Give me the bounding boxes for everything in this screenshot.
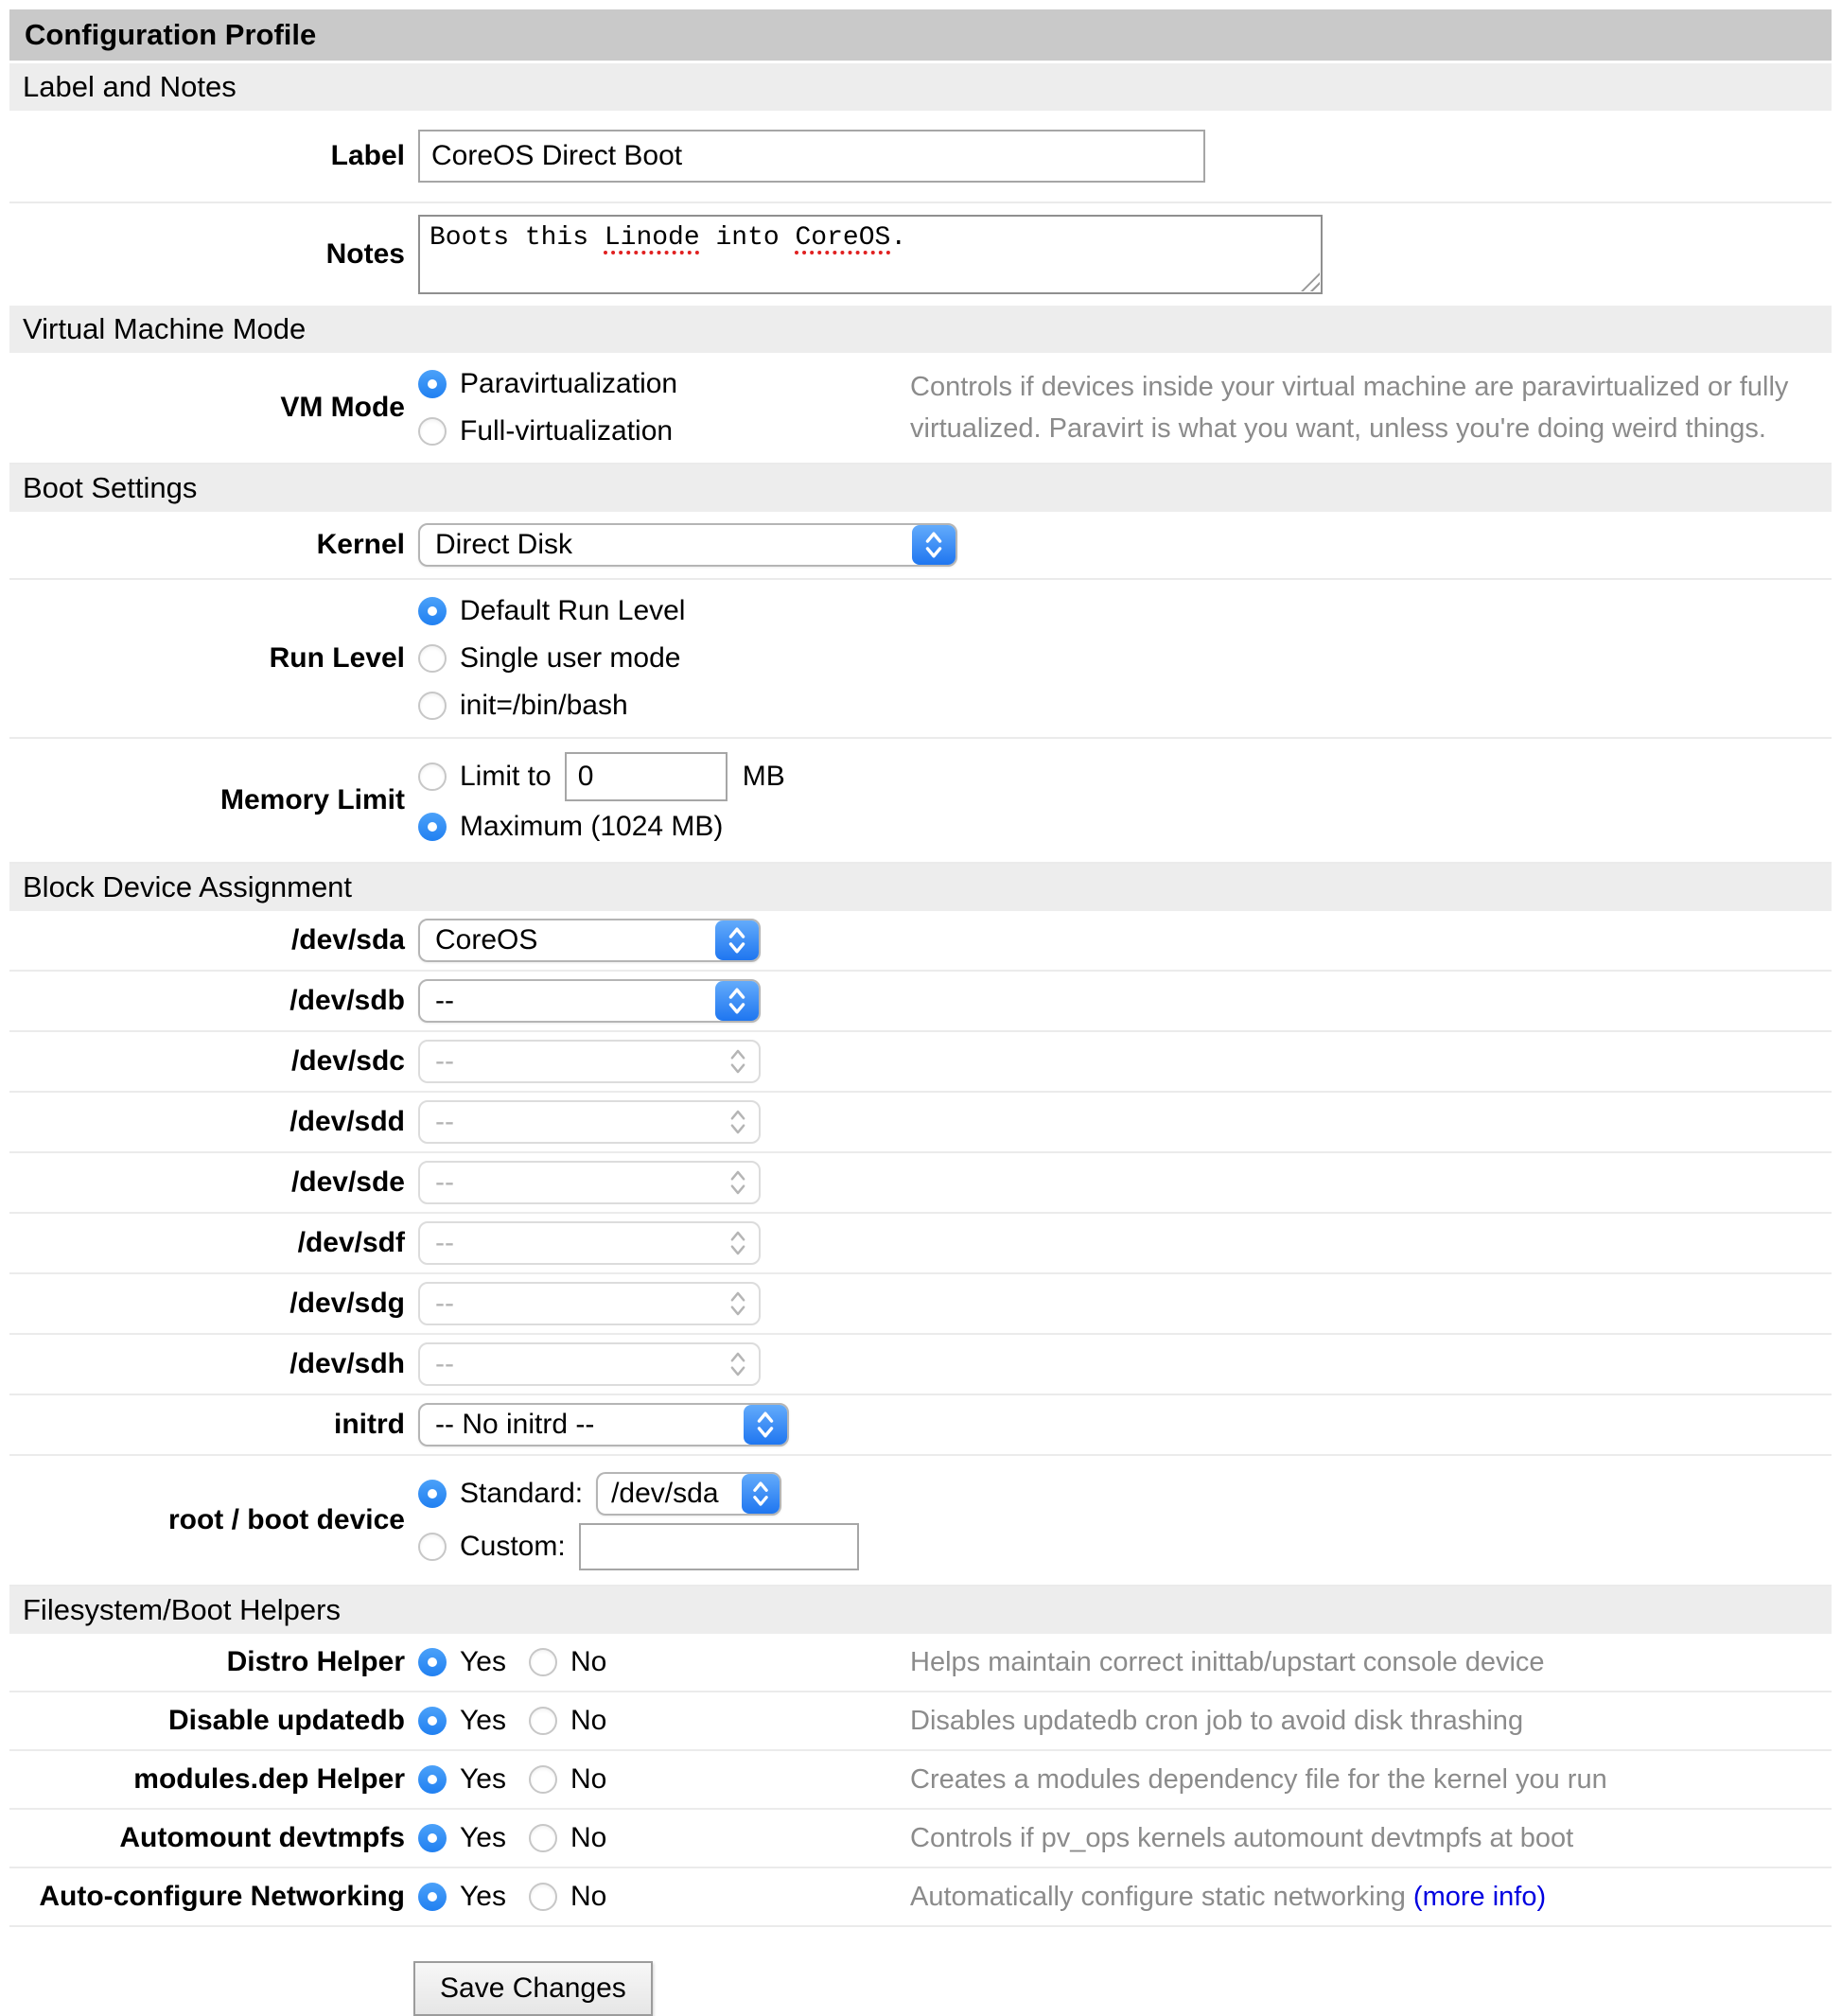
memory-limit-option-limit	[418, 750, 785, 803]
full-virtualization-radio-label: Full-virtualization	[460, 415, 674, 447]
notes-text-segment: .	[890, 223, 907, 253]
dev-sdd-label: /dev/sdd	[289, 1106, 405, 1137]
section-boot-settings	[9, 465, 1832, 512]
block-device-row-sdb	[9, 972, 1832, 1032]
more-info-link[interactable]: (more info)	[1412, 1882, 1547, 1912]
kernel-select[interactable]	[418, 523, 957, 567]
distro-helper-no-radio[interactable]	[529, 1648, 557, 1676]
dev-sdb-select[interactable]	[418, 979, 761, 1023]
automount-devtmpfs-help-text: Controls if pv_ops kernels automount devtmpfs at boot	[910, 1823, 1574, 1853]
limit-to-radio-label: Limit to	[460, 761, 552, 792]
vm-mode-help-text: Controls if devices inside your virtual machine are paravirtualized or fully virtualized. Paravirt is what you want, unless you're doing weird things.	[910, 372, 1789, 444]
modules-dep-no-radio[interactable]	[529, 1765, 557, 1794]
dev-sde-select	[418, 1161, 761, 1204]
section-vm-mode	[9, 306, 1832, 353]
section-fs-helpers-heading: Filesystem/Boot Helpers	[23, 1593, 341, 1626]
run-level-option-default[interactable]	[418, 587, 685, 635]
modules-dep-helper-row	[9, 1751, 1832, 1810]
no-radio-label: No	[570, 1763, 607, 1795]
modules-dep-help-text: Creates a modules dependency file for the kernel you run	[910, 1764, 1607, 1795]
select-stepper-disabled-icon	[728, 1046, 747, 1077]
root-device-standard-option	[418, 1467, 859, 1520]
block-device-row-sdc	[9, 1032, 1832, 1093]
vm-mode-option-full-virtualization[interactable]	[418, 408, 910, 455]
auto-configure-networking-no-radio[interactable]	[529, 1883, 557, 1911]
kernel-row	[9, 512, 1832, 580]
full-virtualization-radio[interactable]	[418, 417, 447, 446]
section-label-and-notes	[9, 63, 1832, 111]
no-radio-label: No	[570, 1881, 607, 1912]
run-level-label: Run Level	[269, 642, 405, 674]
dev-sdh-select-value: --	[435, 1348, 454, 1379]
disable-updatedb-row	[9, 1692, 1832, 1751]
kernel-select-value: Direct Disk	[435, 529, 573, 560]
no-radio-label: No	[570, 1822, 607, 1853]
initrd-row	[9, 1395, 1832, 1456]
auto-configure-networking-label: Auto-configure Networking	[39, 1881, 405, 1912]
dev-sdh-select	[418, 1342, 761, 1386]
paravirtualization-radio-label: Paravirtualization	[460, 368, 678, 399]
select-stepper-icon	[744, 1405, 787, 1445]
automount-devtmpfs-label: Automount devtmpfs	[119, 1822, 405, 1853]
standard-device-select[interactable]	[596, 1472, 781, 1516]
distro-helper-label: Distro Helper	[226, 1646, 405, 1677]
label-input[interactable]	[418, 130, 1205, 183]
block-device-row-sdf	[9, 1214, 1832, 1274]
section-boot-settings-heading: Boot Settings	[23, 471, 198, 504]
dev-sde-select-value: --	[435, 1166, 454, 1198]
vm-mode-option-paravirtualization[interactable]	[418, 360, 910, 408]
maximum-memory-radio-label: Maximum (1024 MB)	[460, 811, 724, 842]
init-bash-radio-label: init=/bin/bash	[460, 690, 628, 721]
standard-device-radio-label: Standard:	[460, 1478, 584, 1509]
dev-sdg-select-value: --	[435, 1288, 454, 1319]
run-level-option-init-bash[interactable]	[418, 682, 685, 729]
section-label-and-notes-heading: Label and Notes	[23, 70, 237, 103]
dev-sdg-select	[418, 1282, 761, 1325]
dev-sdf-label: /dev/sdf	[297, 1227, 405, 1258]
disable-updatedb-label: Disable updatedb	[167, 1705, 405, 1736]
auto-configure-networking-help-prefix: Automatically configure static networking	[910, 1882, 1413, 1912]
no-radio-label: No	[570, 1705, 607, 1736]
label-row	[9, 111, 1832, 203]
custom-device-radio[interactable]	[418, 1533, 447, 1561]
yes-radio-label: Yes	[460, 1646, 506, 1677]
distro-helper-help-text: Helps maintain correct inittab/upstart console device	[910, 1647, 1545, 1677]
distro-helper-yes-radio[interactable]	[418, 1648, 447, 1676]
dev-sdc-select	[418, 1040, 761, 1083]
notes-text-segment: Boots this	[430, 223, 605, 253]
select-stepper-icon	[715, 920, 759, 960]
dev-sdf-select-value: --	[435, 1227, 454, 1258]
section-vm-mode-heading: Virtual Machine Mode	[23, 312, 307, 345]
yes-radio-label: Yes	[460, 1822, 506, 1853]
standard-device-radio[interactable]	[418, 1480, 447, 1508]
memory-limit-input[interactable]	[565, 752, 728, 801]
notes-misspelled-word: Linode	[604, 223, 700, 253]
auto-configure-networking-row	[9, 1868, 1832, 1927]
dev-sdd-select-value: --	[435, 1106, 454, 1137]
single-user-mode-radio[interactable]	[418, 644, 447, 673]
automount-devtmpfs-no-radio[interactable]	[529, 1824, 557, 1852]
run-level-option-single-user[interactable]	[418, 635, 685, 682]
resize-grip-icon[interactable]	[1301, 272, 1320, 291]
dev-sdb-select-value: --	[435, 985, 454, 1016]
modules-dep-yes-radio[interactable]	[418, 1765, 447, 1794]
memory-unit-label: MB	[742, 761, 785, 792]
dev-sdd-select	[418, 1100, 761, 1144]
disable-updatedb-yes-radio[interactable]	[418, 1707, 447, 1735]
dev-sda-select-value: CoreOS	[435, 924, 538, 955]
custom-device-input[interactable]	[579, 1523, 859, 1570]
select-stepper-disabled-icon	[728, 1167, 747, 1198]
block-device-row-sde	[9, 1153, 1832, 1214]
dev-sda-select[interactable]	[418, 919, 761, 962]
initrd-label: initrd	[334, 1409, 405, 1440]
initrd-select-value: -- No initrd --	[435, 1409, 595, 1440]
section-block-device-heading: Block Device Assignment	[23, 870, 353, 903]
vm-mode-row	[9, 353, 1832, 465]
root-device-custom-option	[418, 1520, 859, 1573]
page-title-bar	[9, 9, 1832, 61]
disable-updatedb-no-radio[interactable]	[529, 1707, 557, 1735]
block-device-row-sdd	[9, 1093, 1832, 1153]
run-level-row	[9, 580, 1832, 739]
notes-textarea[interactable]	[418, 215, 1323, 294]
memory-limit-option-maximum[interactable]	[418, 803, 785, 850]
yes-radio-label: Yes	[460, 1705, 506, 1736]
single-user-mode-radio-label: Single user mode	[460, 642, 681, 674]
notes-misspelled-word: CoreOS	[795, 223, 891, 253]
init-bash-radio[interactable]	[418, 692, 447, 720]
distro-helper-row	[9, 1634, 1832, 1692]
dev-sdf-select	[418, 1221, 761, 1265]
select-stepper-disabled-icon	[728, 1288, 747, 1319]
block-device-row-sda	[9, 911, 1832, 972]
custom-device-radio-label: Custom:	[460, 1531, 566, 1562]
dev-sde-label: /dev/sde	[290, 1166, 405, 1198]
disable-updatedb-help-text: Disables updatedb cron job to avoid disk thrashing	[910, 1706, 1524, 1736]
select-stepper-disabled-icon	[728, 1228, 747, 1258]
dev-sdh-label: /dev/sdh	[289, 1348, 405, 1379]
maximum-memory-radio[interactable]	[418, 813, 447, 841]
automount-devtmpfs-yes-radio[interactable]	[418, 1824, 447, 1852]
root-boot-device-label: root / boot device	[167, 1504, 405, 1535]
auto-configure-networking-yes-radio[interactable]	[418, 1883, 447, 1911]
no-radio-label: No	[570, 1646, 607, 1677]
memory-limit-row	[9, 739, 1832, 864]
section-block-device	[9, 864, 1832, 911]
modules-dep-helper-label: modules.dep Helper	[133, 1763, 405, 1795]
page-title: Configuration Profile	[25, 18, 317, 51]
yes-radio-label: Yes	[460, 1763, 506, 1795]
dev-sda-label: /dev/sda	[290, 924, 405, 955]
notes-text-segment: into	[699, 223, 796, 253]
auto-configure-networking-help-text	[910, 1876, 1832, 1918]
select-stepper-icon	[742, 1474, 780, 1514]
notes-row	[9, 203, 1832, 306]
memory-limit-label: Memory Limit	[219, 784, 405, 815]
vm-mode-label: VM Mode	[280, 392, 405, 423]
section-fs-helpers	[9, 1587, 1832, 1634]
kernel-label: Kernel	[316, 529, 405, 560]
automount-devtmpfs-row	[9, 1810, 1832, 1868]
standard-device-select-value: /dev/sda	[611, 1478, 719, 1509]
yes-radio-label: Yes	[460, 1881, 506, 1912]
label-field-label: Label	[330, 140, 405, 171]
paravirtualization-radio[interactable]	[418, 370, 447, 398]
default-run-level-radio[interactable]	[418, 597, 447, 625]
dev-sdc-select-value: --	[435, 1045, 454, 1077]
block-device-row-sdg	[9, 1274, 1832, 1335]
dev-sdb-label: /dev/sdb	[289, 985, 405, 1016]
default-run-level-radio-label: Default Run Level	[460, 595, 686, 626]
select-stepper-disabled-icon	[728, 1107, 747, 1137]
dev-sdg-label: /dev/sdg	[289, 1288, 405, 1319]
save-button-row	[9, 1927, 1832, 2016]
root-boot-device-row	[9, 1456, 1832, 1587]
select-stepper-icon	[715, 981, 759, 1021]
save-changes-button[interactable]: Save Changes	[413, 1961, 653, 2016]
select-stepper-disabled-icon	[728, 1349, 747, 1379]
notes-field-label: Notes	[325, 238, 405, 270]
limit-to-radio[interactable]	[418, 763, 447, 791]
dev-sdc-label: /dev/sdc	[290, 1045, 405, 1077]
block-device-row-sdh	[9, 1335, 1832, 1395]
initrd-select[interactable]	[418, 1403, 789, 1446]
select-stepper-icon	[912, 525, 956, 565]
